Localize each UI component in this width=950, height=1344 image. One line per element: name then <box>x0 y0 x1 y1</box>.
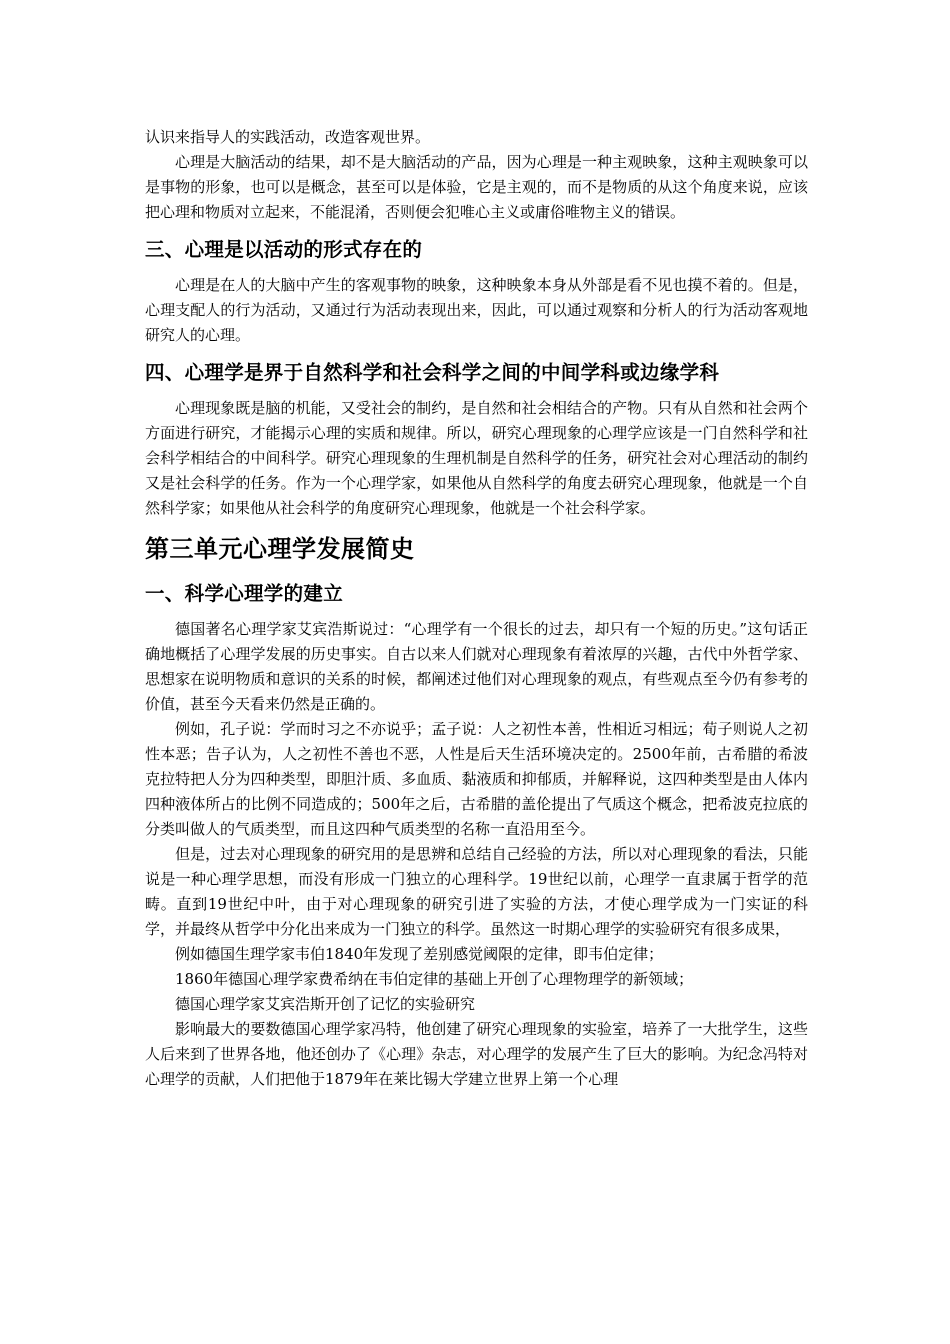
paragraph-ebbinghaus-quote: 德国著名心理学家艾宾浩斯说过：“心理学有一个很长的过去，却只有一个短的历史。”这句话正确地概括了心理学发展的历史事实。自古以来人们就对心理现象有着浓厚的兴趣，古代中外哲学家、思想家在说明物质和意识的关系的时候，都阐述过他们对心理现象的观点，有些观点至今仍有参考的价值，甚至今天看来仍然是正确的。 <box>145 620 808 713</box>
paragraph-ancient-views: 例如，孔子说：学而时习之不亦说乎；孟子说：人之初性本善，性相近习相远；荀子则说人之初性本恶；告子认为，人之初性不善也不恶，人性是后天生活环境决定的。2500年前，古希腊的希波克拉特把人分为四种类型，即胆汁质、多血质、黏液质和抑郁质，并解释说，这四种类型是由人体内四种液体所占的比例不同造成的；500年之后，古希腊的盖伦提出了气质这个概念，把希波克拉底的分类叫做人的气质类型，而且这四种气质类型的名称一直沿用至今。 <box>145 720 808 838</box>
heading-unit-three: 第三单元心理学发展简史 <box>145 535 415 563</box>
heading-section-four: 四、心理学是界于自然科学和社会科学之间的中间学科或边缘学科 <box>145 361 720 384</box>
paragraph-mind-activity: 心理是在人的大脑中产生的客观事物的映象，这种映象本身从外部是看不见也摸不着的。但是，心理支配人的行为活动，又通过行为活动表现出来，因此，可以通过观察和分析人的行为活动客观地研究人的心理。 <box>145 276 808 344</box>
heading-section-three: 三、心理是以活动的形式存在的 <box>145 238 423 261</box>
paragraph-weber: 例如德国生理学家韦伯1840年发现了差别感觉阈限的定律，即韦伯定律； <box>175 945 664 963</box>
paragraph-fechner: 1860年德国心理学家费希纳在韦伯定律的基础上开创了心理物理学的新领域； <box>175 970 694 988</box>
paragraph-mind-brain: 心理是大脑活动的结果，却不是大脑活动的产品，因为心理是一种主观映象，这种主观映象可以是事物的形象，也可以是概念，甚至可以是体验，它是主观的，而不是物质的从这个角度来说，应该把心理和物质对立起来，不能混淆，否则便会犯唯心主义或庸俗唯物主义的错误。 <box>145 153 808 221</box>
paragraph-experimental-method: 但是，过去对心理现象的研究用的是思辨和总结自己经验的方法，所以对心理现象的看法，只能说是一种心理学思想，而没有形成一门独立的心理科学。19世纪以前，心理学一直隶属于哲学的范畴。直到19世纪中叶，由于对心理现象的研究引进了实验的方法，才使心理学成为一门实证的科学，并最终从哲学中分化出来成为一门独立的科学。虽然这一时期心理学的实验研究有很多成果， <box>145 845 808 938</box>
paragraph-wundt: 影响最大的要数德国心理学家冯特，他创建了研究心理现象的实验室，培养了一大批学生，这些人后来到了世界各地，他还创办了《心理》杂志，对心理学的发展产生了巨大的影响。为纪念冯特对心理学的贡献，人们把他于1879年在莱比锡大学建立世界上第一个心理 <box>145 1020 808 1088</box>
paragraph-ebbinghaus-memory: 德国心理学家艾宾浩斯开创了记忆的实验研究 <box>175 995 476 1013</box>
heading-section-one: 一、科学心理学的建立 <box>145 582 344 605</box>
paragraph-intermediate-discipline: 心理现象既是脑的机能，又受社会的制约，是自然和社会相结合的产物。只有从自然和社会两个方面进行研究，才能揭示心理的实质和规律。所以，研究心理现象的心理学应该是一门自然科学和社会科学相结合的中间科学。研究心理现象的生理机制是自然科学的任务，研究社会对心理活动的制约又是社会科学的任务。作为一个心理学家，如果他从自然科学的角度去研究心理现象，他就是一个自然科学家；如果他从社会科学的角度研究心理现象，他就是一个社会科学家。 <box>145 399 808 517</box>
paragraph-continuation: 认识来指导人的实践活动，改造客观世界。 <box>145 128 431 146</box>
document-page <box>145 125 808 1092</box>
